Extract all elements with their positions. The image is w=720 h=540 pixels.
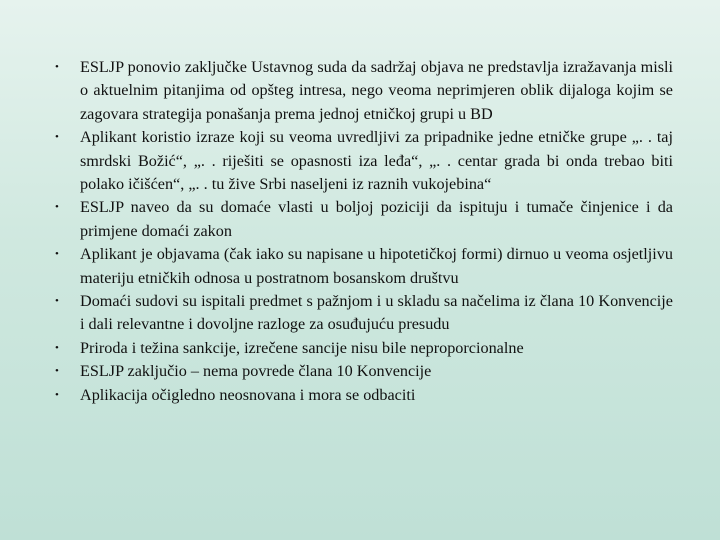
- bullet-text: ESLJP ponovio zaključke Ustavnog suda da sadržaj objava ne predstavlja izražavanja misli o aktuelnim pitanjima od opšteg intresa, nego veoma neprimjeren oblik dijaloga kojim se zagovara strategija ponašanja prema jednoj etničkoj grupi u BD: [80, 58, 673, 123]
- bullet-item: [52, 126, 673, 196]
- bullet-marker: •: [55, 388, 59, 401]
- bullet-item: [52, 290, 673, 337]
- bullet-item: [52, 360, 673, 383]
- bullet-marker: •: [55, 341, 59, 354]
- bullet-marker: •: [55, 61, 59, 73]
- bullet-text: Priroda i težina sankcije, izrečene sancije nisu bile neproporcionalne: [80, 338, 524, 357]
- bullet-marker: •: [55, 131, 59, 144]
- bullet-item: [52, 56, 673, 126]
- bullet-item: [52, 196, 673, 243]
- bullet-marker: •: [55, 201, 59, 214]
- bullet-text: ESLJP zaključio – nema povrede člana 10 Konvencije: [80, 362, 432, 381]
- bullet-item: [52, 243, 673, 290]
- bullet-list: [52, 56, 673, 407]
- bullet-text: Aplikant koristio izraze koji su veoma uvredljivi za pripadnike jedne etničke grupe „. . taj smrdski Božić“, „. . riješiti se opasnosti iza leđa“, „. . centar grada bi onda trebao biti polako ičišćen“, „. . tu žive Srbi naseljeni iz raznih vukojebina“: [80, 128, 673, 194]
- bullet-text: Aplikant je objavama (čak iako su napisane u hipotetičkoj formi) dirnuo u veoma osjetljivu materiju etničkih odnosa u postratnom bosanskom društvu: [80, 245, 673, 287]
- bullet-text: Aplikacija očigledno neosnovana i mora se odbaciti: [80, 385, 416, 404]
- bullet-marker: •: [55, 365, 59, 378]
- bullet-marker: •: [55, 248, 59, 261]
- bullet-text: ESLJP naveo da su domaće vlasti u boljoj poziciji da ispituju i tumače činjenice i da primjene domaći zakon: [80, 198, 673, 240]
- bullet-marker: •: [55, 295, 59, 308]
- bullet-text: Domaći sudovi su ispitali predmet s pažnjom i u skladu sa načelima iz člana 10 Konvencije i dali relevantne i dovoljne razloge za osuđujuću presudu: [80, 292, 673, 334]
- bullet-item: [52, 337, 673, 360]
- bullet-item: [52, 384, 673, 407]
